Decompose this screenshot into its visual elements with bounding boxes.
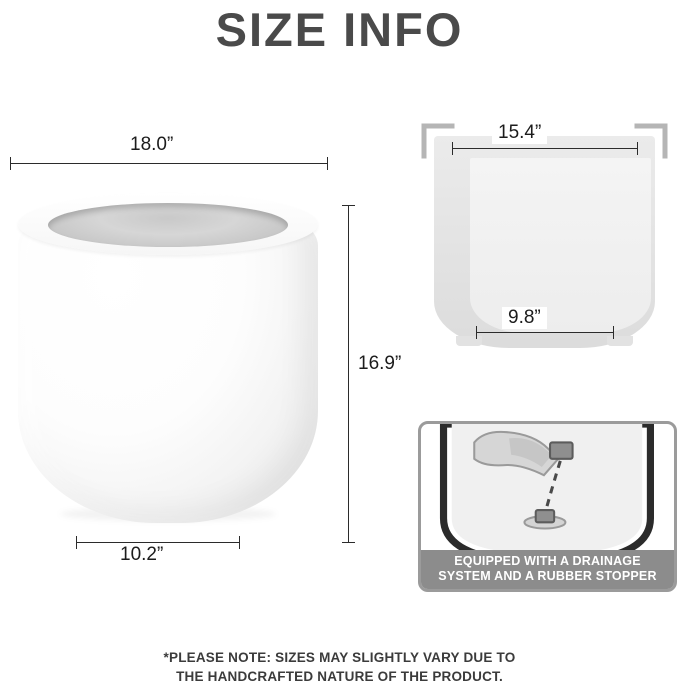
footer-note-line2: THE HANDCRAFTED NATURE OF THE PRODUCT.	[176, 669, 503, 684]
drainage-caption-line1: EQUIPPED WITH A DRAINAGE	[454, 554, 641, 568]
bottom-diameter-cap-right	[239, 536, 240, 549]
top-diameter-label: 18.0”	[124, 134, 179, 156]
section-top-width-cap-right	[637, 142, 638, 155]
top-diameter-line	[10, 163, 328, 164]
section-top-width-line	[452, 148, 638, 149]
height-cap-bottom	[342, 542, 355, 543]
section-top-width-cap-left	[452, 142, 453, 155]
page-title: SIZE INFO	[215, 3, 464, 56]
drainage-detail-panel	[418, 421, 677, 592]
section-bottom-width-line	[476, 332, 614, 333]
drainage-caption-line2: SYSTEM AND A RUBBER STOPPER	[438, 569, 657, 583]
footer-note-line1: *PLEASE NOTE: SIZES MAY SLIGHTLY VARY DUE TO	[163, 650, 516, 665]
section-top-width-label: 15.4”	[492, 122, 547, 144]
top-diameter-cap-left	[10, 157, 11, 170]
footer-note	[0, 648, 679, 686]
height-cap-top	[342, 205, 355, 206]
top-diameter-cap-right	[327, 157, 328, 170]
height-label: 16.9”	[352, 353, 407, 375]
planter-cross-section	[418, 120, 671, 365]
bottom-diameter-line	[76, 542, 240, 543]
section-inner-cavity	[470, 158, 651, 333]
section-bottom-width-label: 9.8”	[502, 307, 547, 329]
section-bottom-width-cap-right	[613, 326, 614, 339]
drainage-caption	[421, 550, 674, 589]
bottom-diameter-label: 10.2”	[114, 544, 169, 566]
planter-rim-inner	[48, 203, 288, 247]
planter-front-view	[8, 185, 328, 540]
section-foot-right	[607, 336, 633, 346]
section-foot-left	[456, 336, 482, 346]
bottom-diameter-cap-left	[76, 536, 77, 549]
height-line	[348, 205, 349, 543]
section-bottom-width-cap-left	[476, 326, 477, 339]
